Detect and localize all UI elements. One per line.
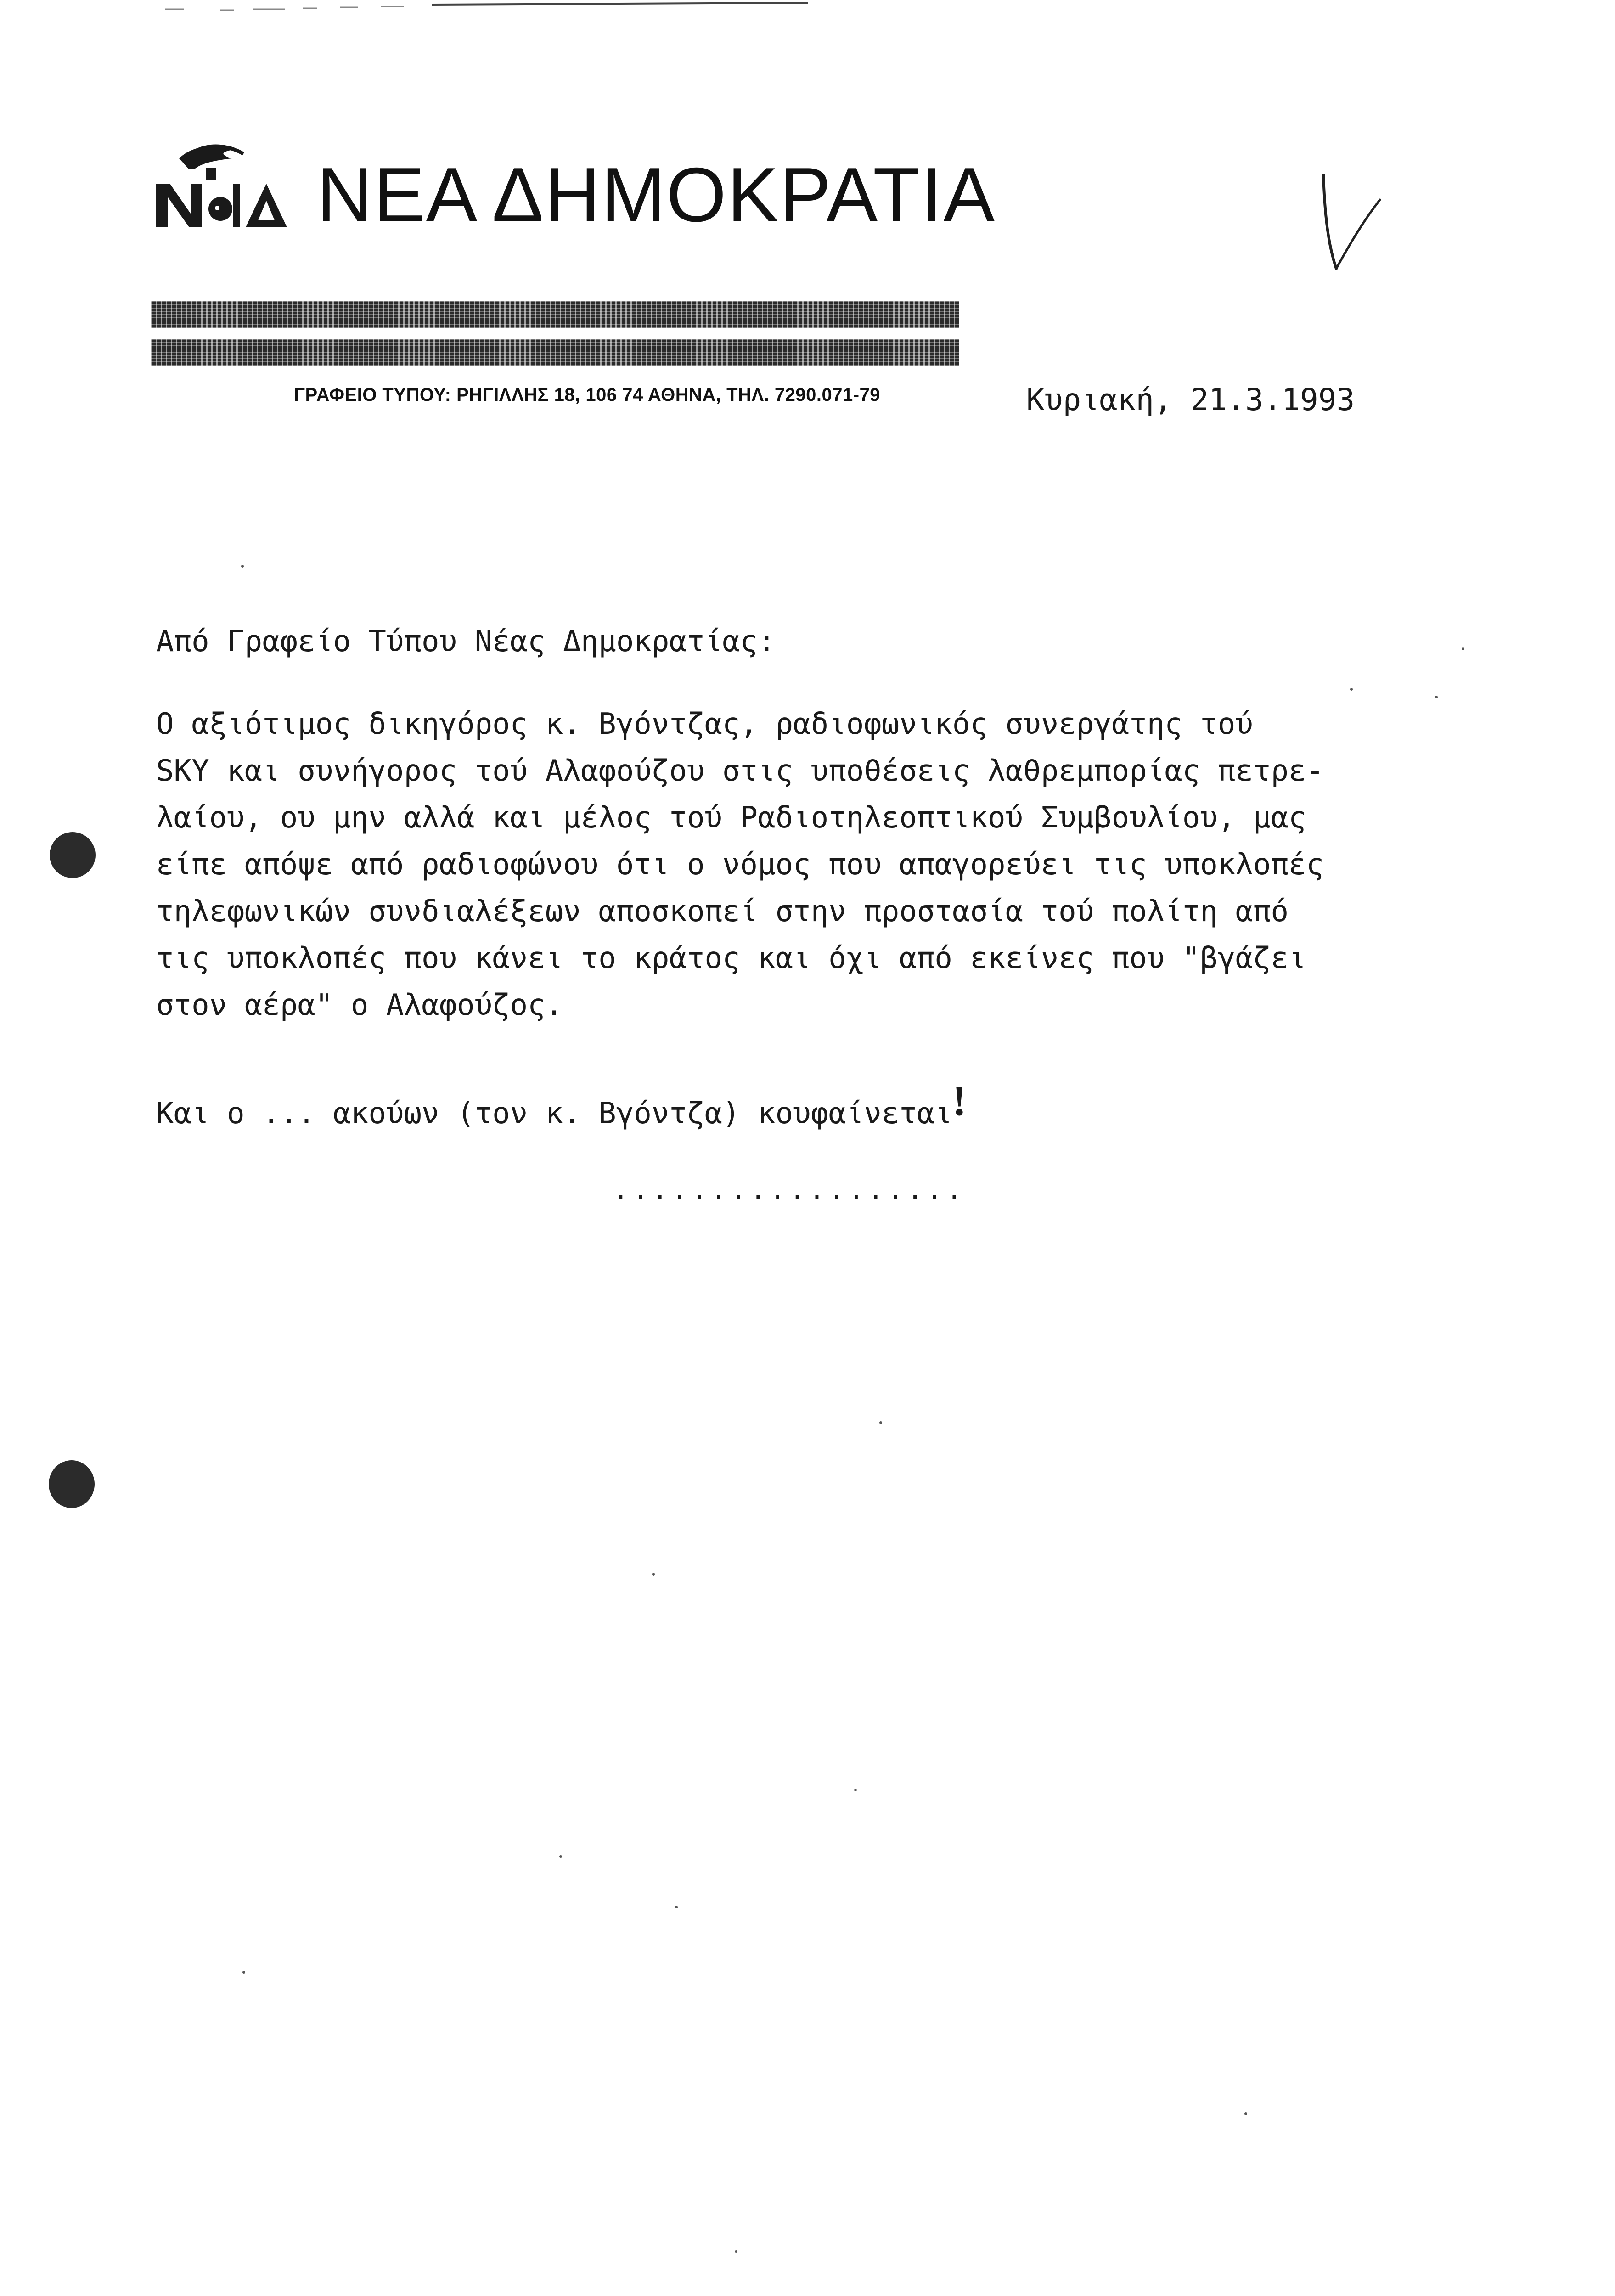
paragraph-line: στον αέρα" ο Αλαφούζος. [156, 988, 563, 1022]
punch-hole-icon [49, 1460, 95, 1508]
scan-speck [652, 1573, 655, 1576]
press-office-address: ΓΡΑΦΕΙΟ ΤΥΠΟΥ: ΡΗΓΙΛΛΗΣ 18, 106 74 ΑΘΗΝΑ, ΤΗΛ. 7290.071-79 [294, 385, 881, 405]
paragraph-line: Ο αξιότιμος δικηγόρος κ. Βγόντζας, ραδιοφωνικός συνεργάτης τού [156, 707, 1253, 741]
paragraph-line: τις υποκλοπές που κάνει το κράτος και όχι από εκείνες που "βγάζει [156, 941, 1306, 975]
scan-speck [1244, 2112, 1247, 2115]
handwritten-check-icon [1318, 174, 1382, 276]
scan-speck [675, 1906, 678, 1908]
scan-speck [735, 2250, 737, 2253]
paragraph-line: είπε απόψε από ραδιοφώνου ότι ο νόμος που απαγορεύει τις υποκλοπές [156, 848, 1324, 882]
document-date: Κυριακή, 21.3.1993 [1026, 382, 1355, 417]
letterhead-band-top [151, 301, 959, 328]
scan-speck [1435, 696, 1438, 698]
scan-speck [854, 1789, 857, 1791]
dotted-separator: .................. [613, 1176, 966, 1205]
scan-speck [241, 565, 244, 568]
scan-speck [879, 1421, 882, 1424]
closing-text: Και ο ... ακούων (τον κ. Βγόντζα) κουφαίνεται [156, 1097, 952, 1131]
nd-party-logo-icon [152, 140, 289, 232]
scan-speck [559, 1855, 562, 1858]
paragraph-line: λαίου, ου μην αλλά και μέλος τού Ραδιοτηλεοπτικού Συμβουλίου, μας [156, 801, 1306, 835]
closing-line [156, 1077, 967, 1133]
org-name: ΝΕΑ ΔΗΜΟΚΡΑΤΙΑ [317, 152, 996, 238]
scan-speck [242, 1971, 245, 1974]
from-line: Από Γραφείο Τύπου Νέας Δημοκρατίας: [156, 625, 776, 658]
punch-hole-icon [50, 832, 96, 878]
letterhead-band-bottom [151, 339, 959, 366]
handwritten-exclamation: ! [952, 1077, 967, 1124]
paragraph-line: SKY και συνήγορος τού Αλαφούζου στις υποθέσεις λαθρεμπορίας πετρε- [156, 754, 1324, 788]
scan-speck [1462, 647, 1464, 650]
paragraph-line: τηλεφωνικών συνδιαλέξεων αποσκοπεί στην προστασία τού πολίτη από [156, 895, 1289, 929]
scan-top-edge [165, 0, 817, 13]
scan-speck [1350, 688, 1353, 691]
